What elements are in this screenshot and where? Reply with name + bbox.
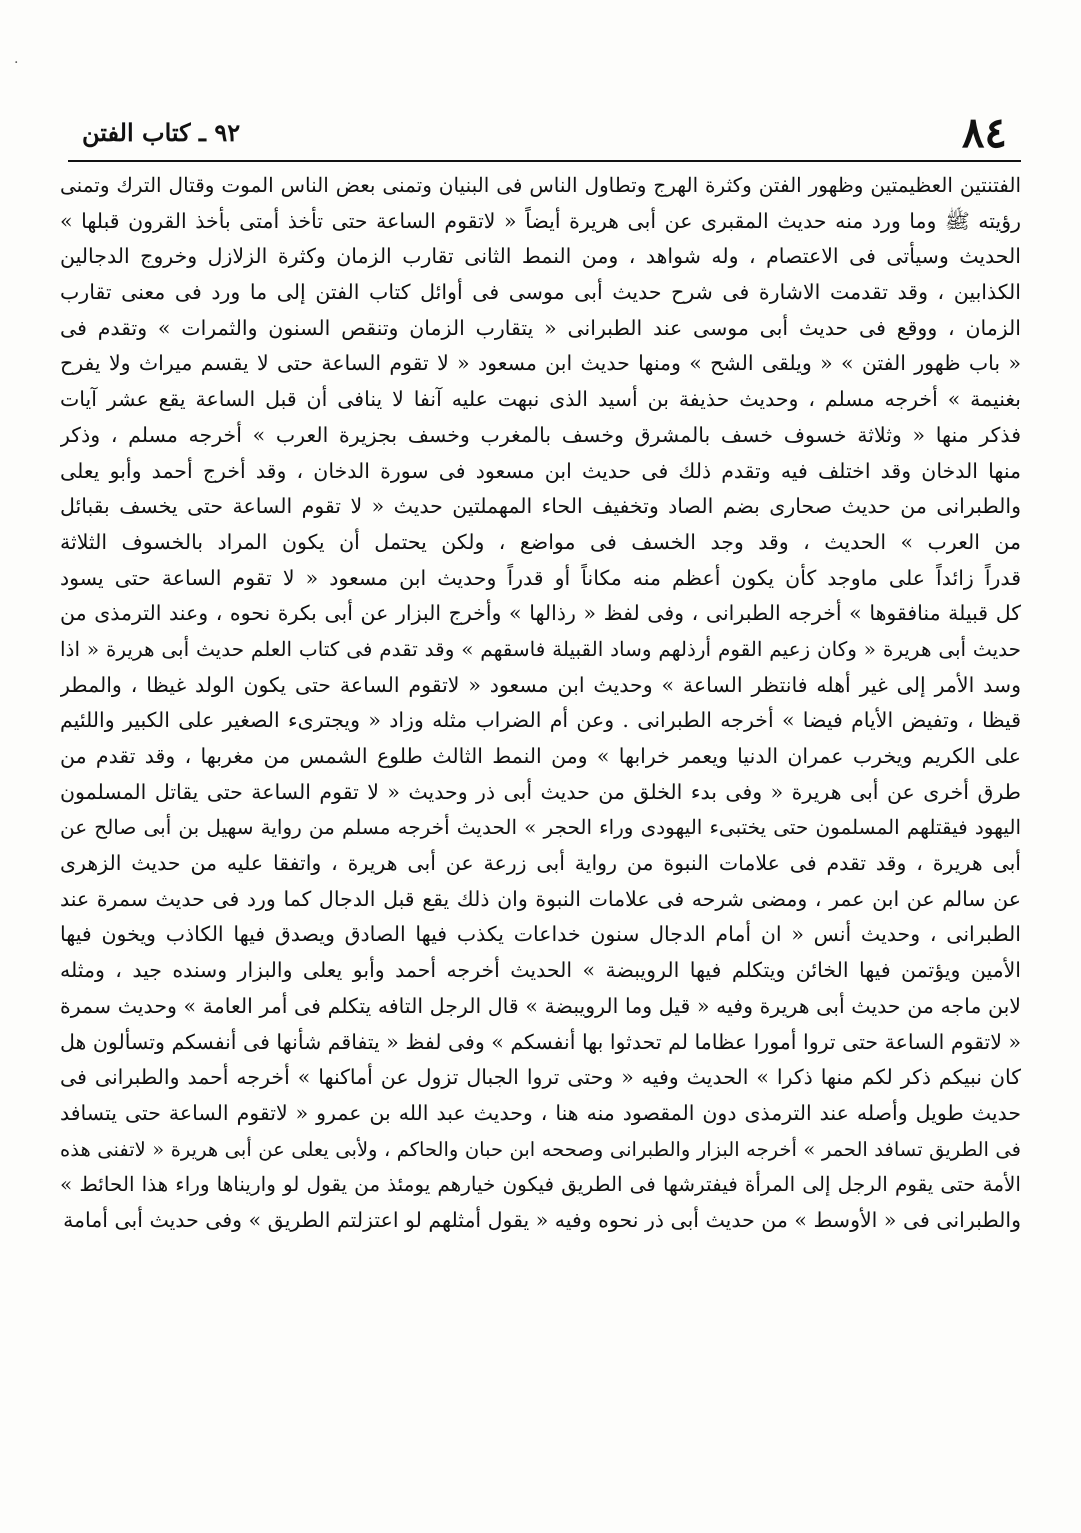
text-line: والطبرانى من حديث صحارى بضم الصاد وتخفيف الحاء المهملتين حديث « لا تقوم الساعة حتى يخسف بقبائل [60,494,1021,519]
text-line: بغنيمة » أخرجه مسلم ، وحديث حذيفة بن أسيد الذى نبهت عليه آنفا لا ينافى أن قبل الساعة يقع عشر آيات [60,387,1021,412]
text-line: كل قبيلة منافقوها » أخرجه الطبرانى ، وفى لفظ « رذالها » وأخرج البزار عن أبى بكرة نحوه ، وعند الترمذى من [60,601,1021,626]
text-line: الطبرانى ، وحديث أنس « ان أمام الدجال سنون خداعات يكذب فيها الصادق ويصدق فيها الكاذب ويخون فيها [60,922,1021,947]
text-line: الكذابين ، وقد تقدمت الاشارة فى شرح حديث أبى موسى فى أوائل كتاب الفتن إلى ما ورد فى معنى تقارب [60,280,1021,305]
text-line: فذكر منها « وثلاثة خسوف خسف بالمشرق وخسف بالمغرب وخسف بجزيرة العرب » أخرجه مسلم ، وذكر [60,422,1021,447]
page-header [68,108,1021,158]
text-line: حديث أبى هريرة « وكان زعيم القوم أرذلهم وساد القبيلة فاسقهم » وقد تقدم فى كتاب العلم حديث أبى هريرة « اذا [60,636,1021,661]
text-line: الحديث وسيأتى فى الاعتصام ، وله شواهد ، ومن النمط الثانى تقارب الزمان وكثرة الزلازل وخروج الدجالين [60,244,1021,269]
text-line: « باب ظهور الفتن » « ويلقى الشح » ومنها حديث ابن مسعود « لا تقوم الساعة حتى لا يقسم ميراث ولا يفرح [60,351,1021,376]
header-rule [68,160,1021,162]
text-line: الزمان ، ووقع فى حديث أبى موسى عند الطبرانى « يتقارب الزمان وتنقص السنون والثمرات » وتقدم فى [60,315,1021,340]
text-line: وسد الأمر إلى غير أهله فانتظر الساعة » وحديث ابن مسعود « لاتقوم الساعة حتى يكون الولد غيظا ، والمطر [60,672,1021,697]
running-title: ٩٢ ـ كتاب الفتن [82,118,241,147]
text-line: عن سالم عن ابن عمر ، ومضى شرحه فى علامات النبوة وان ذلك يقع قبل الدجال كما ورد فى حديث سمرة عند [60,886,1021,911]
text-line: فى الطريق تسافد الحمر » أخرجه البزار والطبرانى وصححه ابن حبان والحاكم ، ولأبى يعلى عن أبى هريرة « لاتفنى هذه [60,1137,1021,1161]
page-number: ٨٤ [961,108,1007,157]
body-text [60,168,1021,1239]
text-line: حديث طويل وأصله عند الترمذى دون المقصود منه هنا ، وحديث عبد الله بن عمرو « لاتقوم الساعة حتى يتسافد [60,1100,1021,1125]
text-line: « لاتقوم الساعة حتى تروا أمورا عظاما لم تحدثوا بها أنفسكم » وفى لفظ « يتفاقم شأنها فى أنفسكم وتسألون هل [60,1029,1021,1054]
text-line: منها الدخان وقد اختلف فيه وتقدم ذلك فى حديث ابن مسعود فى سورة الدخان ، وقد أخرج أحمد وأبو يعلى [60,458,1021,483]
text-line: كان نبيكم ذكر لكم منها ذكرا » الحديث وفيه « وحتى تروا الجبال تزول عن أماكنها » أخرجه أحمد والطبرانى فى [60,1065,1021,1090]
text-line: اليهود فيقتلهم المسلمون حتى يختبىء اليهودى وراء الحجر » الحديث أخرجه مسلم من رواية سهيل بن أبى صالح عن [60,815,1021,840]
text-line: الأمة حتى يقوم الرجل إلى المرأة فيفترشها فى الطريق فيكون خيارهم يومئذ من يقول لو واريناها وراء هذا الحائط » [60,1172,1021,1197]
text-line: والطبرانى فى « الأوسط » من حديث أبى ذر نحوه وفيه « يقول أمثلهم لو اعتزلتم الطريق » وفى حديث أبى أمامة [63,1207,1021,1232]
text-line: الأمين ويؤتمن فيها الخائن ويتكلم فيها الرويبضة » الحديث أخرجه أحمد وأبو يعلى والبزار وسنده جيد ، ومثله [60,958,1021,983]
text-line: من العرب » الحديث ، وقد وجد الخسف فى مواضع ، ولكن يحتمل أن يكون المراد بالخسوف الثلاثة [60,529,1021,554]
text-line: طرق أخرى عن أبى هريرة « وفى بدء الخلق من حديث أبى ذر وحديث « لا تقوم الساعة حتى يقاتل المسلمون [60,779,1021,804]
text-line: قيظا ، وتفيض الأيام فيضا » أخرجه الطبرانى . وعن أم الضراب مثله وزاد « ويجترىء الصغير على الكبير واللئيم [60,708,1021,733]
text-line: رؤيته ﷺ وما ورد منه حديث المقبرى عن أبى هريرة أيضاً « لاتقوم الساعة حتى تأخذ أمتى بأخذ القرون قبلها » [60,208,1021,233]
margin-mark: . [14,51,19,67]
text-line: على الكريم ويخرب عمران الدنيا ويعمر خرابها » ومن النمط الثالث طلوع الشمس من مغربها ، وقد تقدم من [60,744,1021,768]
text-line: الفتنتين العظيمتين وظهور الفتن وكثرة الهرج وتطاول الناس فى البنيان وتمنى بعض الناس الموت وقتال الترك وتمنى [60,173,1021,197]
text-line: قدراً زائداً على ماوجد كأن يكون أعظم منه مكاناً أو قدراً وحديث ابن مسعود « لا تقوم الساعة حتى يسود [60,565,1021,590]
text-line: لابن ماجه من حديث أبى هريرة وفيه « قيل وما الرويبضة » قال الرجل التافه يتكلم فى أمر العامة » وحديث سمرة [60,993,1021,1018]
text-line: أبى هريرة ، وقد تقدم فى علامات النبوة من رواية أبى زرعة عن أبى هريرة ، واتفقا عليه من حديث الزهرى [60,851,1021,876]
